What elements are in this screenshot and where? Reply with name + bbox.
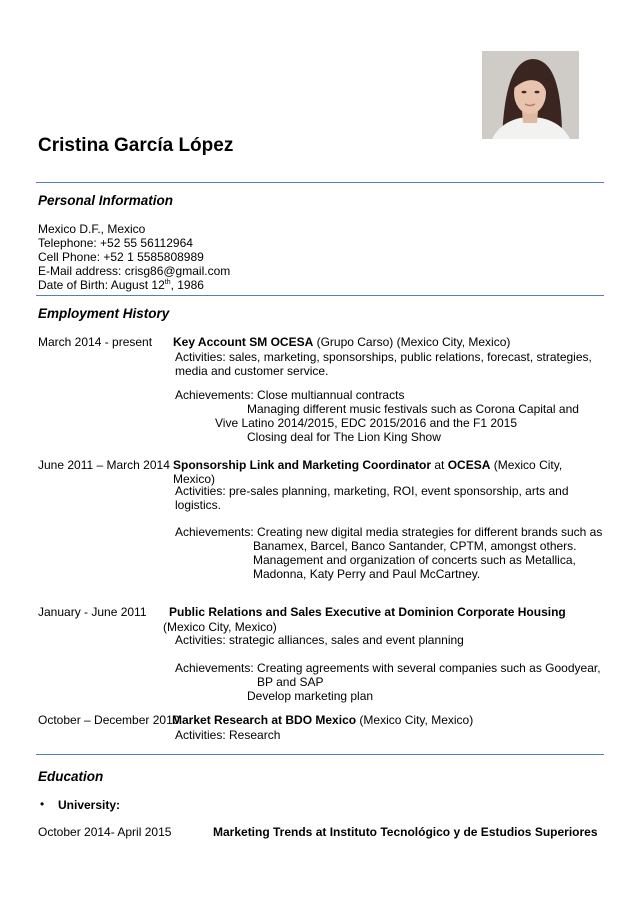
job2-achievement-2: Banamex, Barcel, Banco Santander, CPTM, amongst others. — [253, 539, 577, 553]
job2-rest: (Mexico City, — [490, 458, 563, 472]
job1-date: March 2014 - present — [38, 335, 153, 349]
job2-activities-2: logistics. — [175, 498, 222, 512]
job2-date: June 2011 – March 2014 — [38, 458, 170, 472]
bullet-icon: • — [40, 797, 45, 811]
divider-top — [36, 182, 604, 183]
dob-suffix: , 1986 — [170, 278, 204, 292]
job4-title: Market Research at BDO Mexico — [172, 713, 357, 727]
job2-company: OCESA — [447, 458, 491, 472]
job2-achievement-1: Achievements: Creating new digital media strategies for different brands such as — [175, 525, 603, 539]
cell-phone: Cell Phone: +52 1 5585808989 — [38, 250, 204, 264]
job2-achievement-4: Madonna, Katy Perry and Paul McCartney. — [253, 567, 481, 581]
date-of-birth — [38, 278, 204, 292]
dob-sup: th — [164, 279, 171, 286]
job2-heading — [173, 458, 562, 472]
job3-location: (Mexico City, Mexico) — [163, 620, 277, 634]
job2-mid: at — [431, 458, 448, 472]
job3-achievement-2: BP and SAP — [257, 675, 324, 689]
personal-info-heading: Personal Information — [38, 193, 174, 208]
dob-prefix: Date of Birth: August 12 — [38, 278, 165, 292]
job4-heading — [172, 713, 473, 727]
job4-rest: (Mexico City, Mexico) — [356, 713, 474, 727]
job1-achievement-1: Achievements: Close multiannual contracts — [175, 388, 405, 402]
profile-photo — [482, 51, 579, 139]
job3-date: January - June 2011 — [38, 605, 147, 619]
job2-location-cont: Mexico) — [173, 472, 216, 486]
job1-activities-1: Activities: sales, marketing, sponsorships, public relations, forecast, strategies, — [175, 350, 592, 364]
job4-activities-1: Activities: Research — [175, 728, 281, 742]
job1-title: Key Account SM OCESA — [173, 335, 314, 349]
job1-activities-2: media and customer service. — [175, 364, 329, 378]
job2-activities-1: Activities: pre-sales planning, marketing, ROI, event sponsorship, arts and — [175, 484, 569, 498]
education-program: Marketing Trends at Instituto Tecnológico y de Estudios Superiores — [213, 825, 598, 839]
job2-title: Sponsorship Link and Marketing Coordinator — [173, 458, 432, 472]
divider-personal — [36, 295, 604, 296]
job1-achievement-2: Managing different music festivals such as Corona Capital and — [247, 402, 579, 416]
divider-employment — [36, 754, 604, 755]
job3-title: Public Relations and Sales Executive at Dominion Corporate Housing — [169, 605, 566, 619]
job3-achievement-1: Achievements: Creating agreements with several companies such as Goodyear, — [175, 661, 601, 675]
job4-date: October – December 2010 — [38, 713, 180, 727]
education-heading: Education — [38, 769, 104, 784]
job1-rest: (Grupo Carso) (Mexico City, Mexico) — [313, 335, 511, 349]
job3-achievement-3: Develop marketing plan — [247, 689, 374, 703]
employment-heading: Employment History — [38, 306, 170, 321]
job1-achievement-3: Vive Latino 2014/2015, EDC 2015/2016 and the F1 2015 — [215, 416, 518, 430]
university-label: University: — [58, 798, 121, 812]
candidate-name: Cristina García López — [38, 135, 234, 156]
job2-achievement-3: Management and organization of concerts such as Metallica, — [253, 553, 576, 567]
telephone: Telephone: +52 55 56112964 — [38, 236, 193, 250]
education-date: October 2014- April 2015 — [38, 825, 172, 839]
job1-achievement-4: Closing deal for The Lion King Show — [247, 430, 441, 444]
job1-heading — [173, 335, 510, 349]
email: E-Mail address: crisg86@gmail.com — [38, 264, 231, 278]
location: Mexico D.F., Mexico — [38, 222, 146, 236]
job3-activities-1: Activities: strategic alliances, sales and event planning — [175, 633, 464, 647]
